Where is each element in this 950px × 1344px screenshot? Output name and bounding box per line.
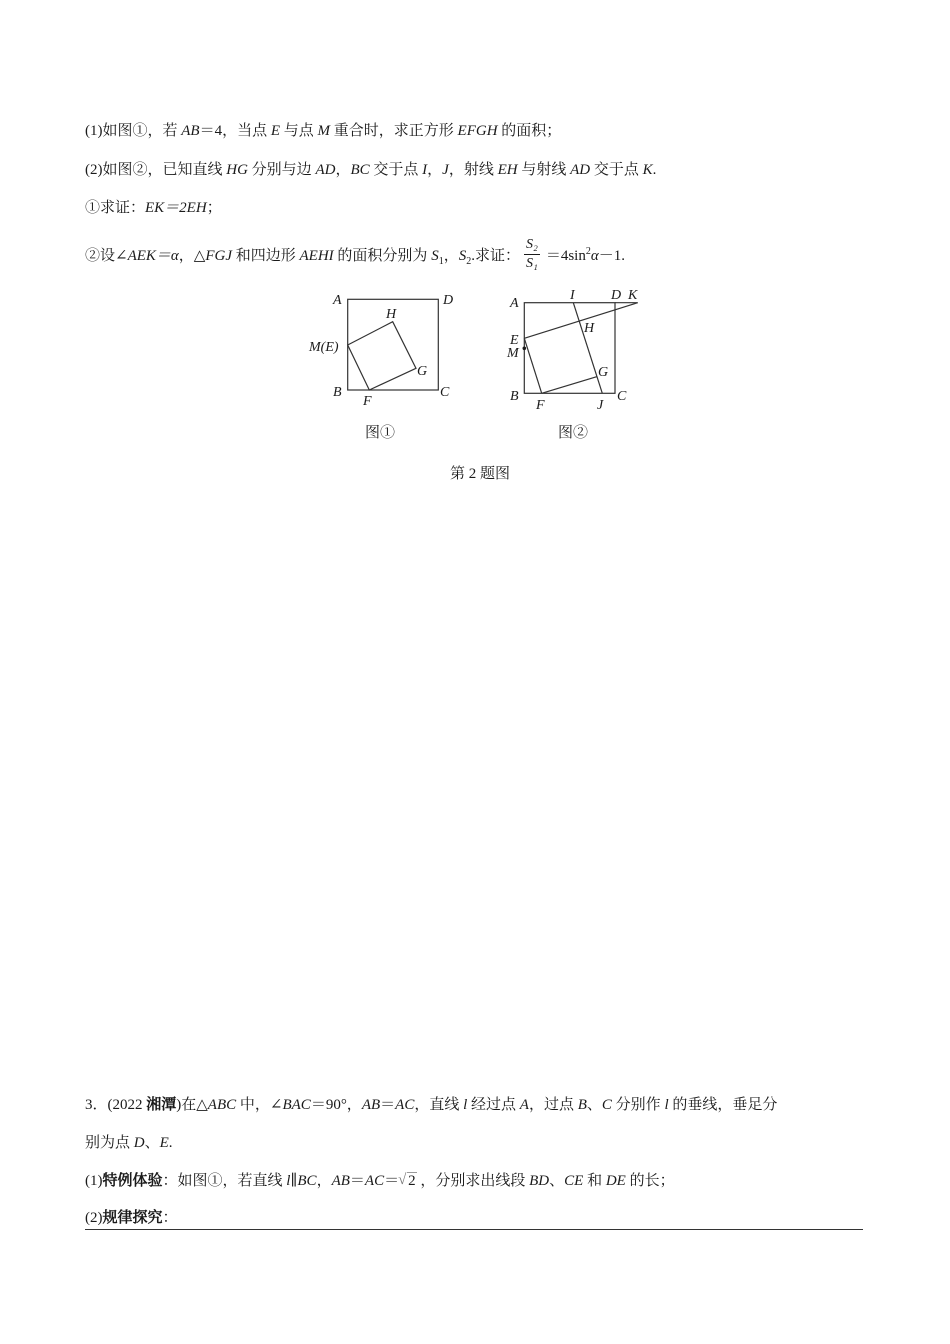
part-label: 规律探究	[102, 1210, 163, 1226]
label-d: D	[443, 293, 454, 308]
math-var: S	[458, 247, 467, 264]
text: ，分别求出线段	[416, 1173, 530, 1189]
math-var: BC	[297, 1173, 317, 1189]
problem3-part2	[85, 1208, 178, 1228]
math-var: AB	[181, 123, 200, 139]
text: ：	[162, 1210, 178, 1226]
math-expr: AEK＝α	[127, 247, 179, 264]
point-m	[523, 347, 527, 351]
text: 与射线	[517, 162, 571, 178]
math-var: l	[463, 1097, 468, 1113]
math-var: E	[270, 123, 281, 139]
math-var: J	[442, 162, 449, 178]
text: ：如图①，若直线	[162, 1173, 287, 1189]
math-var: AD	[315, 162, 336, 178]
text: 经过点	[467, 1097, 520, 1113]
text: ＝	[349, 1173, 365, 1189]
text: .求证：	[471, 247, 520, 264]
label-k: K	[628, 288, 638, 303]
text: ＝	[384, 1173, 400, 1189]
label-c: C	[440, 385, 450, 400]
label-a: A	[333, 293, 342, 308]
text: 和四边形	[232, 247, 300, 264]
text: .	[168, 1135, 173, 1151]
fraction-denominator: S₁	[525, 256, 538, 271]
problem-number: 3．(2022	[85, 1097, 147, 1113]
problem2-part1	[85, 121, 561, 141]
text: ，	[443, 247, 459, 264]
math-var: l	[286, 1173, 291, 1189]
text: ②设∠	[85, 247, 128, 264]
math-expr: EK＝2EH	[145, 200, 207, 216]
text: 中，∠	[236, 1097, 283, 1113]
text: 、	[144, 1135, 160, 1151]
problem3-line2	[85, 1133, 173, 1153]
label-h: H	[386, 307, 397, 322]
page-divider	[85, 1229, 863, 1230]
text: ，过点	[528, 1097, 578, 1113]
label-h: H	[584, 321, 595, 336]
math-var: B	[577, 1097, 587, 1113]
figure-1-diagram	[300, 280, 460, 450]
math-var: E	[159, 1135, 169, 1151]
text: ，射线	[448, 162, 498, 178]
segment-ef	[524, 338, 541, 393]
text: ＝	[380, 1097, 396, 1113]
text: 交于点	[590, 162, 643, 178]
math-var: AB	[361, 1097, 381, 1113]
math-var: AC	[364, 1173, 385, 1189]
problem2-part2	[85, 160, 656, 180]
label-e: E	[510, 333, 519, 348]
text: ，	[335, 162, 351, 178]
label-a: A	[510, 296, 519, 311]
text: 与点	[280, 123, 318, 139]
radicand: 2	[408, 1173, 416, 1189]
label-g: G	[598, 365, 609, 380]
label-f: F	[363, 394, 372, 409]
math-var: K	[642, 162, 653, 178]
math-var: AC	[395, 1097, 415, 1113]
text: 的垂线，垂足分	[668, 1097, 778, 1113]
label-m: M	[507, 346, 519, 361]
text: ①求证：	[85, 200, 146, 216]
text: ；	[206, 200, 222, 216]
problem3-line1	[85, 1095, 777, 1115]
math-var: BC	[350, 162, 370, 178]
fraction-numerator: S₂	[524, 236, 540, 255]
text: ＝90°，	[310, 1097, 362, 1113]
sqrt-symbol	[399, 1171, 417, 1191]
math-var: D	[133, 1135, 145, 1151]
label-g: G	[417, 364, 428, 379]
text: 的长；	[625, 1173, 675, 1189]
text: 交于点	[369, 162, 423, 178]
math-var: ABC	[207, 1097, 237, 1113]
ray-ek	[524, 303, 637, 339]
math-var: A	[519, 1097, 529, 1113]
text: 、	[586, 1097, 602, 1113]
math-var: HG	[226, 162, 248, 178]
figure-2-caption: 图②	[558, 425, 589, 441]
text: －1.	[598, 247, 625, 264]
math-var: BAC	[282, 1097, 311, 1113]
text: (1)如图①，若	[85, 123, 182, 139]
text: ，	[427, 162, 443, 178]
fraction-s2-over-s1	[524, 236, 540, 273]
math-var: DE	[605, 1173, 626, 1189]
text: (2)如图②，已知直线	[85, 162, 227, 178]
math-var: l	[664, 1097, 669, 1113]
problem2-sub1	[85, 198, 222, 218]
label-b: B	[510, 389, 519, 404]
problem3-part1	[85, 1171, 675, 1191]
problem2-sub2	[85, 238, 625, 275]
math-var: FGJ	[205, 247, 232, 264]
math-var: AD	[570, 162, 591, 178]
math-var: AEHI	[299, 247, 334, 264]
math-var: M	[317, 123, 331, 139]
text: ＝4sin	[545, 247, 586, 264]
text: )在△	[176, 1097, 208, 1113]
label-f: F	[536, 398, 545, 413]
math-var: EFGH	[457, 123, 498, 139]
label-c: C	[617, 389, 627, 404]
part-label: 特例体验	[102, 1173, 163, 1189]
text: 的面积；	[497, 123, 562, 139]
text: ，	[316, 1173, 332, 1189]
figure-1-caption: 图①	[365, 425, 396, 441]
figure-title: 第 2 题图	[450, 466, 511, 482]
square-efgh	[348, 322, 416, 390]
subscript: 1	[438, 255, 444, 267]
math-var: α	[590, 247, 599, 264]
text: 和	[583, 1173, 606, 1189]
problem-source: 湘潭	[146, 1097, 177, 1113]
math-var: AB	[331, 1173, 350, 1189]
math-var: I	[422, 162, 428, 178]
text: ，△	[178, 247, 206, 264]
text: (2)	[85, 1210, 103, 1226]
text: 重合时，求正方形	[330, 123, 458, 139]
label-d: D	[611, 288, 622, 303]
math-var: CE	[564, 1173, 584, 1189]
label-b: B	[333, 385, 342, 400]
label-j: J	[597, 398, 604, 413]
text: 分别作	[611, 1097, 665, 1113]
text: 分别与边	[247, 162, 316, 178]
text: 的面积分别为	[333, 247, 432, 264]
math-var: BD	[529, 1173, 550, 1189]
text: (1)	[85, 1173, 103, 1189]
segment-fg	[542, 377, 597, 394]
superscript: 2	[585, 245, 591, 257]
math-var: C	[601, 1097, 612, 1113]
text: 别为点	[85, 1135, 134, 1151]
label-i: I	[570, 288, 575, 303]
subscript: 2	[466, 255, 472, 267]
math-var: S	[431, 247, 439, 264]
figure-2-diagram	[495, 280, 675, 450]
parallel-symbol: ∥	[290, 1173, 298, 1189]
text: 、	[549, 1173, 565, 1189]
text: ＝4，当点	[199, 123, 271, 139]
math-var: EH	[497, 162, 518, 178]
label-me: M(E)	[309, 340, 339, 355]
text: ，直线	[414, 1097, 464, 1113]
text: .	[652, 162, 657, 178]
